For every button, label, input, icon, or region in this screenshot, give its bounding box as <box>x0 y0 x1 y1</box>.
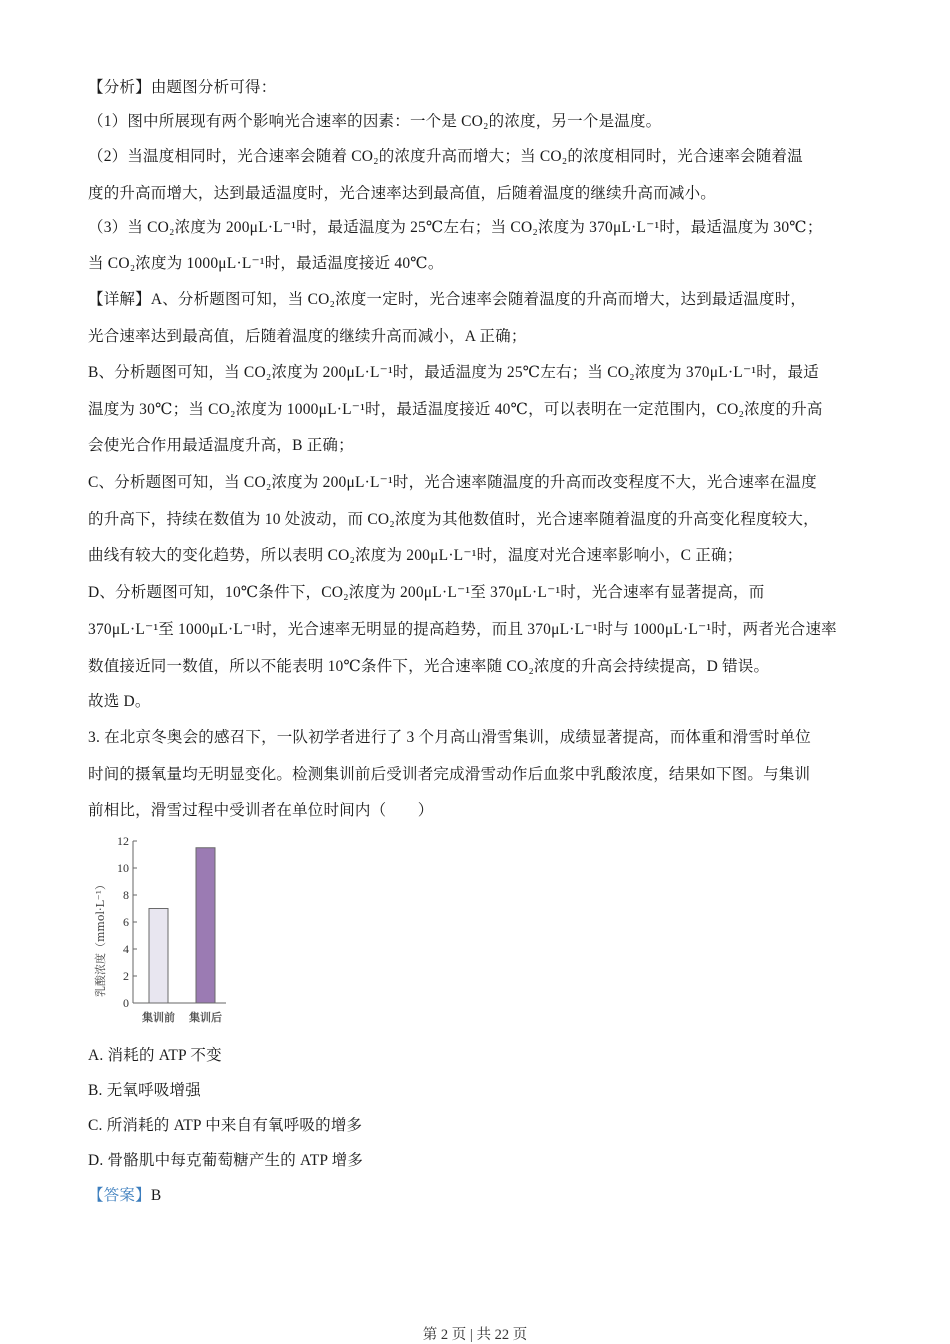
detail-d2: 370μL·L⁻¹至 1000μL·L⁻¹时，光合速率无明显的提高趋势，而且 370μL·L⁻¹时与 1000μL·L⁻¹时，两者光合速率 <box>88 621 837 638</box>
analysis-intro-line: 【分析】由题图分析可得： <box>88 79 277 96</box>
bar-1 <box>149 909 168 1004</box>
svg-text:2: 2 <box>123 969 129 983</box>
svg-text:12: 12 <box>117 834 129 848</box>
page-footer: 第 2 页 | 共 22 页 <box>422 1327 528 1343</box>
analysis-heading: 【分析】 <box>88 79 151 96</box>
detail-c1: C、分析题图可知，当 CO₂浓度为 200μL·L⁻¹时，光合速率随温度的升高而改变程度不大，光合速率在温度 <box>88 474 817 491</box>
lactate-bar-chart <box>88 828 248 1033</box>
analysis-point-1: （1）图中所展现有两个影响光合速率的因素：一个是 CO₂的浓度，另一个是温度。 <box>88 113 662 130</box>
detail-b3: 会使光合作用最适温度升高，B 正确； <box>88 437 354 454</box>
option-c: C. 所消耗的 ATP 中来自有氧呼吸的增多 <box>88 1117 363 1134</box>
x-tick-labels <box>142 1010 222 1024</box>
option-a: A. 消耗的 ATP 不变 <box>88 1047 222 1064</box>
detail-b2: 温度为 30℃；当 CO₂浓度为 1000μL·L⁻¹时，最适温度接近 40℃，可以表明在一定范围内，CO₂浓度的升高 <box>88 401 823 418</box>
detail-heading: 【详解】 <box>88 291 151 308</box>
svg-text:集训后: 集训后 <box>189 1011 222 1024</box>
question-3-stem-1: 3. 在北京冬奥会的感召下，一队初学者进行了 3 个月高山滑雪集训，成绩显著提高，而体重和滑雪时单位 <box>88 729 812 746</box>
question-3-stem-3: 前相比，滑雪过程中受训者在单位时间内（ ） <box>88 802 434 819</box>
bar-2 <box>196 848 215 1003</box>
bars <box>149 848 215 1003</box>
svg-text:0: 0 <box>123 996 129 1010</box>
svg-text:10: 10 <box>117 861 129 875</box>
answer-tag: 【答案】 <box>88 1187 151 1204</box>
detail-d1: D、分析题图可知，10℃条件下，CO₂浓度为 200μL·L⁻¹至 370μL·L⁻¹时，光合速率有显著提高，而 <box>88 584 765 601</box>
answer-value: B <box>150 1187 162 1204</box>
analysis-point-3a: （3）当 CO₂浓度为 200μL·L⁻¹时，最适温度为 25℃左右；当 CO₂浓度为 370μL·L⁻¹时，最适温度为 30℃； <box>88 219 823 236</box>
answer-line <box>88 1186 161 1206</box>
detail-c3: 曲线有较大的变化趋势，所以表明 CO₂浓度为 200μL·L⁻¹时，温度对光合速率影响小，C 正确； <box>88 547 743 564</box>
option-b: B. 无氧呼吸增强 <box>88 1082 201 1099</box>
svg-text:8: 8 <box>123 888 129 902</box>
detail-conclusion: 故选 D。 <box>88 693 151 710</box>
analysis-point-2b: 度的升高而增大，达到最适温度时，光合速率达到最高值，后随着温度的继续升高而减小。 <box>88 185 717 202</box>
svg-text:6: 6 <box>123 915 129 929</box>
detail-a2: 光合速率达到最高值，后随着温度的继续升高而减小，A 正确； <box>88 328 527 345</box>
detail-a1: 【详解】A、分析题图可知，当 CO₂浓度一定时，光合速率会随着温度的升高而增大，达到最适温度时， <box>88 291 807 308</box>
y-axis-label: 乳酸浓度（mmol·L⁻¹） <box>94 878 107 998</box>
svg-text:集训前: 集训前 <box>142 1011 175 1024</box>
detail-c2: 的升高下，持续在数值为 10 处波动，而 CO₂浓度为其他数值时，光合速率随着温度的升高变化程度较大， <box>88 511 819 528</box>
question-3-stem-2: 时间的摄氧量均无明显变化。检测集训前后受训者完成滑雪动作后血浆中乳酸浓度，结果如下图。与集训 <box>88 766 811 783</box>
svg-text:4: 4 <box>123 942 129 956</box>
detail-b1: B、分析题图可知，当 CO₂浓度为 200μL·L⁻¹时，最适温度为 25℃左右；当 CO₂浓度为 370μL·L⁻¹时，最适 <box>88 364 819 381</box>
analysis-point-3b: 当 CO₂浓度为 1000μL·L⁻¹时，最适温度接近 40℃。 <box>88 255 444 272</box>
option-d: D. 骨骼肌中每克葡萄糖产生的 ATP 增多 <box>88 1152 364 1169</box>
analysis-point-2a: （2）当温度相同时，光合速率会随着 CO₂的浓度升高而增大；当 CO₂的浓度相同时，光合速率会随着温 <box>88 148 803 165</box>
detail-d3: 数值接近同一数值，所以不能表明 10℃条件下，光合速率随 CO₂浓度的升高会持续提高，D 错误。 <box>88 658 770 675</box>
y-ticks <box>117 834 137 1010</box>
